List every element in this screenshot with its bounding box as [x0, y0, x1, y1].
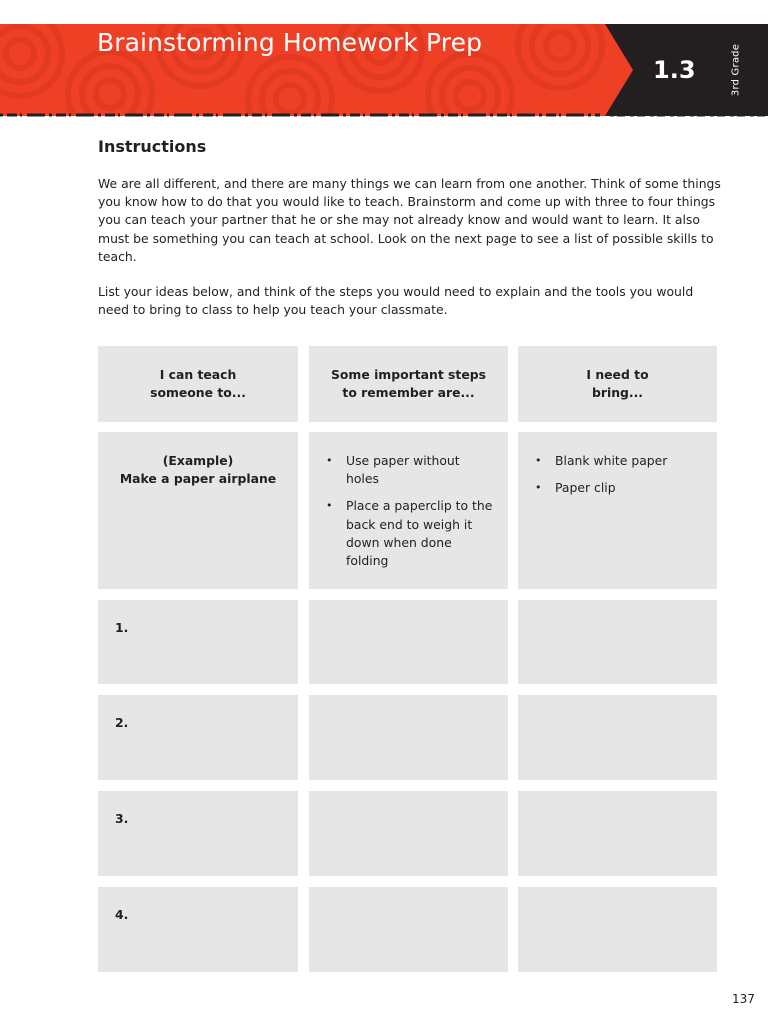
- example-bring-list: [535, 452, 703, 506]
- answer-cell-skill-3[interactable]: [98, 791, 298, 876]
- answer-cell-bring-1[interactable]: [518, 600, 717, 684]
- answer-cell-steps-4[interactable]: [309, 887, 508, 972]
- example-skill: Make a paper airplane: [119, 471, 277, 486]
- example-label-block: [98, 452, 298, 488]
- page-number: 137: [732, 992, 755, 1006]
- example-bring-cell: [518, 432, 717, 589]
- header-teach: I can teach someone to...: [150, 367, 246, 400]
- header-bring: I need to bring...: [586, 367, 649, 400]
- answer-cell-skill-4[interactable]: [98, 887, 298, 972]
- lesson-number: 1.3: [653, 56, 696, 84]
- row-number: 1.: [115, 620, 129, 635]
- table-header-cell: [518, 346, 717, 422]
- row-number: 2.: [115, 715, 129, 730]
- dashed-divider: [0, 113, 768, 117]
- header-steps: Some important steps to remember are...: [331, 367, 487, 400]
- answer-cell-skill-1[interactable]: [98, 600, 298, 684]
- answer-cell-bring-2[interactable]: [518, 695, 717, 780]
- answer-cell-skill-2[interactable]: [98, 695, 298, 780]
- instructions-heading: Instructions: [98, 137, 207, 156]
- instructions-paragraph-1: We are all different, and there are many things we can learn from one another. Think of some things you know how to do that you would like to teach. Brainstorm and come up with three to four things you can teach your partner that he or she may not already know and would want to learn. It also must be something you can teach at school. Look on the next page to see a list of possible skills to teach.: [98, 176, 721, 264]
- example-label: (Example): [162, 453, 234, 468]
- table-header-cell: [309, 346, 508, 422]
- row-number: 3.: [115, 811, 129, 826]
- grade-label: 3rd Grade: [730, 43, 742, 97]
- list-item: • Paper clip: [535, 479, 703, 497]
- list-item: • Blank white paper: [535, 452, 703, 470]
- list-item: • Use paper without holes: [326, 452, 494, 488]
- example-skill-cell: [98, 432, 298, 589]
- answer-cell-steps-2[interactable]: [309, 695, 508, 780]
- example-steps-list: [326, 452, 494, 579]
- answer-cell-steps-3[interactable]: [309, 791, 508, 876]
- table-header-cell: [98, 346, 298, 422]
- list-item: • Place a paperclip to the back end to weigh it down when done folding: [326, 497, 494, 570]
- answer-cell-bring-3[interactable]: [518, 791, 717, 876]
- page-title: Brainstorming Homework Prep: [97, 28, 483, 57]
- row-number: 4.: [115, 907, 129, 922]
- answer-cell-bring-4[interactable]: [518, 887, 717, 972]
- example-steps-cell: [309, 432, 508, 589]
- answer-cell-steps-1[interactable]: [309, 600, 508, 684]
- instructions-paragraph-2: List your ideas below, and think of the steps you would need to explain and the tools you would need to bring to class to help you teach your classmate.: [98, 284, 694, 318]
